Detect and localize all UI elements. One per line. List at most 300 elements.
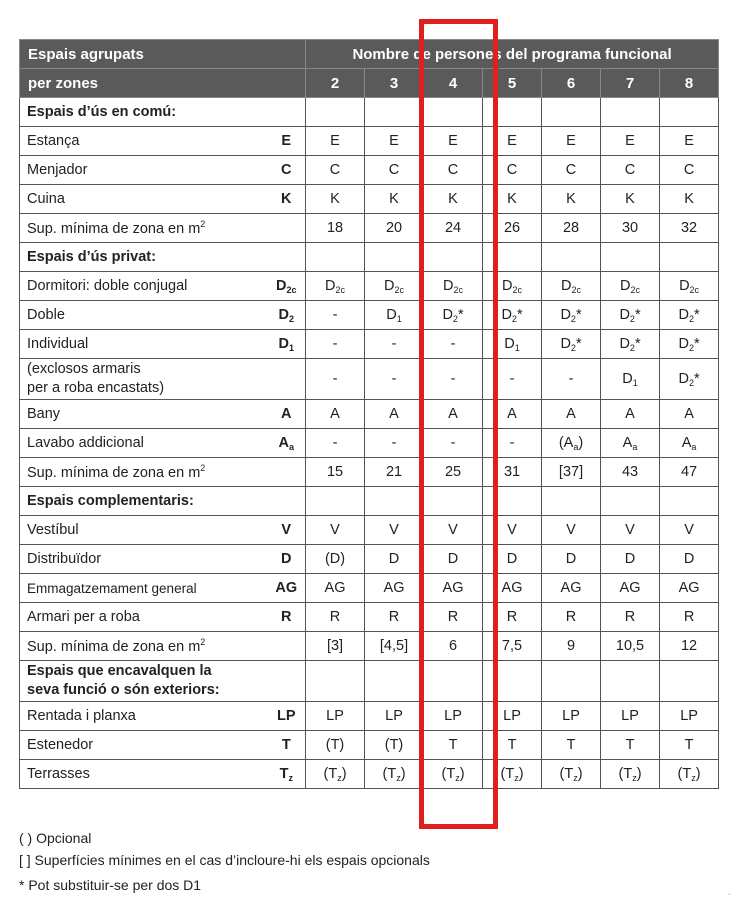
- cell-prefix: (: [441, 766, 447, 782]
- value-cell: -: [365, 429, 424, 458]
- space-name: [20, 359, 268, 400]
- value-cell: E: [365, 127, 424, 156]
- value-cell: R: [365, 603, 424, 632]
- value-cell: 26: [483, 214, 542, 243]
- space-name: [20, 429, 268, 458]
- cell-symbol: D: [619, 336, 630, 352]
- persons-col-5: 5: [483, 69, 542, 98]
- empty-cell: [306, 487, 365, 516]
- value-cell: A: [542, 400, 601, 429]
- value-cell: 21: [365, 458, 424, 487]
- persons-col-3: 3: [365, 69, 424, 98]
- space-code-subscript: 2c: [286, 285, 297, 295]
- value-cell: 47: [660, 458, 719, 487]
- value-cell: LP: [365, 702, 424, 731]
- value-cell: (D): [306, 545, 365, 574]
- value-cell: [660, 359, 719, 400]
- space-code-subscript: 2: [288, 314, 294, 324]
- value-cell: [660, 330, 719, 359]
- cell-symbol: D: [504, 336, 515, 352]
- cell-subscript: z: [691, 773, 696, 783]
- value-cell: LP: [601, 702, 660, 731]
- value-cell: [542, 429, 601, 458]
- table-row: [20, 301, 719, 330]
- table-row: [20, 574, 719, 603]
- value-cell: V: [365, 516, 424, 545]
- space-code-text: AG: [275, 580, 298, 596]
- space-name-text: Terrasses: [27, 766, 90, 782]
- cell-subscript: 2: [452, 314, 458, 324]
- space-name-text: Armari per a roba: [27, 609, 140, 625]
- cell-symbol: D: [561, 278, 572, 294]
- cell-suffix: ): [459, 766, 465, 782]
- value-cell: -: [306, 359, 365, 400]
- value-cell: C: [601, 156, 660, 185]
- space-name-text: Individual: [27, 336, 89, 352]
- space-name-text: Distribuïdor: [27, 551, 102, 567]
- cell-subscript: 2: [688, 343, 694, 353]
- value-cell: -: [424, 429, 483, 458]
- note-asterisk: * Pot substituir-se per dos D1: [19, 877, 202, 893]
- space-code: [268, 458, 306, 487]
- cell-symbol: D: [622, 371, 633, 387]
- value-cell: (T): [365, 731, 424, 760]
- space-name: [20, 185, 268, 214]
- unit-superscript: 2: [200, 463, 206, 474]
- value-cell: -: [306, 301, 365, 330]
- empty-cell: [601, 243, 660, 272]
- section-row: [20, 243, 719, 272]
- cell-prefix: (: [618, 766, 624, 782]
- value-cell: [306, 272, 365, 301]
- empty-cell: [542, 98, 601, 127]
- space-code-text: D: [278, 307, 289, 323]
- empty-cell: [542, 661, 601, 702]
- space-name: [20, 603, 268, 632]
- section-title-text: Espais d’ús privat:: [27, 249, 156, 265]
- header-label-line1: Espais agrupats: [20, 40, 306, 69]
- cell-suffix: *: [634, 336, 641, 352]
- space-code: [268, 330, 306, 359]
- value-cell: LP: [483, 702, 542, 731]
- value-cell: [424, 760, 483, 789]
- cell-prefix: (: [323, 766, 329, 782]
- section-title: [20, 243, 306, 272]
- space-name: [20, 516, 268, 545]
- cell-symbol: T: [505, 766, 515, 782]
- value-cell: -: [306, 330, 365, 359]
- table-row: [20, 156, 719, 185]
- space-code: [268, 702, 306, 731]
- value-cell: [660, 429, 719, 458]
- persons-col-4: 4: [424, 69, 483, 98]
- value-cell: 12: [660, 632, 719, 661]
- persons-col-2: 2: [306, 69, 365, 98]
- cell-suffix: *: [693, 371, 700, 387]
- cell-suffix: *: [693, 307, 700, 323]
- persons-col-8: 8: [660, 69, 719, 98]
- empty-cell: [660, 661, 719, 702]
- cell-suffix: ): [518, 766, 524, 782]
- space-name: [20, 301, 268, 330]
- space-name-text: Cuina: [27, 191, 65, 207]
- cell-symbol: D: [619, 307, 630, 323]
- cell-symbol: T: [564, 766, 574, 782]
- table-row: [20, 545, 719, 574]
- header-label-line2: per zones: [20, 69, 306, 98]
- value-cell: D: [601, 545, 660, 574]
- value-cell: AG: [306, 574, 365, 603]
- value-cell: 25: [424, 458, 483, 487]
- value-cell: LP: [306, 702, 365, 731]
- cell-suffix: *: [457, 307, 464, 323]
- space-code-text: D: [278, 336, 289, 352]
- cell-symbol: T: [328, 766, 338, 782]
- value-cell: E: [483, 127, 542, 156]
- value-cell: E: [601, 127, 660, 156]
- cell-subscript: a: [632, 442, 638, 452]
- cell-suffix: *: [516, 307, 523, 323]
- empty-cell: [424, 243, 483, 272]
- value-cell: 18: [306, 214, 365, 243]
- cell-subscript: z: [573, 773, 578, 783]
- space-name-text: Bany: [27, 406, 61, 422]
- table-row: [20, 702, 719, 731]
- space-name-text: Estança: [27, 133, 80, 149]
- empty-cell: [424, 661, 483, 702]
- cell-symbol: D: [443, 278, 454, 294]
- table-row: [20, 731, 719, 760]
- value-cell: R: [542, 603, 601, 632]
- cell-symbol: D: [678, 371, 689, 387]
- value-cell: [483, 330, 542, 359]
- space-name-text: Doble: [27, 307, 65, 323]
- cell-subscript: 2: [511, 314, 517, 324]
- table-row: [20, 127, 719, 156]
- section-title-text: Espais d’ús en comú:: [27, 104, 177, 120]
- space-name-text: Menjador: [27, 162, 88, 178]
- cell-prefix: (: [677, 766, 683, 782]
- value-cell: 32: [660, 214, 719, 243]
- space-code: [268, 400, 306, 429]
- cell-suffix: ): [578, 435, 584, 451]
- space-code: [268, 301, 306, 330]
- space-name: [20, 330, 268, 359]
- section-title-text: Espais que encavalquen la: [27, 663, 212, 679]
- value-cell: C: [306, 156, 365, 185]
- value-cell: T: [483, 731, 542, 760]
- value-cell: [601, 272, 660, 301]
- unit-superscript: 2: [200, 637, 206, 648]
- cell-subscript: 2: [570, 343, 576, 353]
- value-cell: C: [424, 156, 483, 185]
- space-code-text: C: [281, 162, 292, 178]
- space-code-text: T: [281, 737, 291, 753]
- cell-symbol: T: [446, 766, 456, 782]
- value-cell: K: [542, 185, 601, 214]
- space-code-text: E: [281, 133, 292, 149]
- space-name-text: Lavabo addicional: [27, 435, 144, 451]
- space-name: [20, 760, 268, 789]
- space-code: [268, 214, 306, 243]
- corner-mark: ´: [728, 893, 731, 902]
- value-cell: K: [660, 185, 719, 214]
- value-cell: K: [306, 185, 365, 214]
- space-name-text: Estenedor: [27, 737, 94, 753]
- cell-subscript: z: [514, 773, 519, 783]
- space-code: [268, 272, 306, 301]
- value-cell: -: [483, 359, 542, 400]
- table-row: [20, 272, 719, 301]
- cell-symbol: A: [563, 435, 574, 451]
- value-cell: 15: [306, 458, 365, 487]
- space-code-text: D: [276, 278, 287, 294]
- empty-cell: [542, 243, 601, 272]
- space-name: [20, 731, 268, 760]
- value-cell: E: [424, 127, 483, 156]
- space-code: [268, 156, 306, 185]
- persons-group-title: Nombre de persones del programa funcional: [306, 40, 719, 69]
- value-cell: -: [306, 429, 365, 458]
- empty-cell: [365, 487, 424, 516]
- value-cell: A: [601, 400, 660, 429]
- cell-symbol: A: [681, 435, 692, 451]
- cell-subscript: a: [691, 442, 697, 452]
- value-cell: [660, 272, 719, 301]
- value-cell: T: [660, 731, 719, 760]
- value-cell: LP: [542, 702, 601, 731]
- cell-symbol: D: [679, 278, 690, 294]
- cell-symbol: D: [325, 278, 336, 294]
- space-code-subscript: a: [288, 442, 294, 452]
- value-cell: 24: [424, 214, 483, 243]
- value-cell: (T): [306, 731, 365, 760]
- value-cell: T: [601, 731, 660, 760]
- value-cell: AG: [424, 574, 483, 603]
- value-cell: [365, 760, 424, 789]
- value-cell: V: [306, 516, 365, 545]
- space-name-text: (exclosos armaris: [27, 361, 141, 377]
- empty-cell: [483, 661, 542, 702]
- value-cell: [3]: [306, 632, 365, 661]
- cell-symbol: D: [502, 278, 513, 294]
- space-code: [268, 359, 306, 400]
- space-name-text-line2: per a roba encastats): [27, 380, 165, 396]
- value-cell: [660, 301, 719, 330]
- value-cell: LP: [660, 702, 719, 731]
- cell-prefix: (: [500, 766, 506, 782]
- space-name-text: Sup. mínima de zona en m: [27, 638, 201, 655]
- space-code-text: D: [281, 551, 292, 567]
- space-code-subscript: z: [288, 773, 293, 783]
- value-cell: [542, 301, 601, 330]
- space-name-text: Dormitori: doble conjugal: [27, 278, 188, 294]
- empty-cell: [306, 243, 365, 272]
- empty-cell: [660, 243, 719, 272]
- section-title-text: Espais complementaris:: [27, 493, 194, 509]
- cell-subscript: 2c: [394, 285, 405, 295]
- cell-symbol: T: [682, 766, 692, 782]
- cell-symbol: D: [384, 278, 395, 294]
- cell-subscript: 2c: [689, 285, 700, 295]
- section-row: [20, 98, 719, 127]
- cell-suffix: *: [575, 336, 582, 352]
- value-cell: [601, 301, 660, 330]
- empty-cell: [542, 487, 601, 516]
- value-cell: [424, 301, 483, 330]
- value-cell: -: [365, 330, 424, 359]
- cell-subscript: z: [396, 773, 401, 783]
- space-program-table: [19, 39, 719, 789]
- value-cell: 9: [542, 632, 601, 661]
- cell-subscript: 2c: [512, 285, 523, 295]
- value-cell: AG: [660, 574, 719, 603]
- cell-subscript: 1: [514, 343, 520, 353]
- table-row: [20, 185, 719, 214]
- value-cell: D: [424, 545, 483, 574]
- empty-cell: [424, 98, 483, 127]
- cell-subscript: z: [455, 773, 460, 783]
- table-row: [20, 359, 719, 400]
- value-cell: E: [542, 127, 601, 156]
- empty-cell: [601, 661, 660, 702]
- value-cell: -: [365, 359, 424, 400]
- value-cell: D: [542, 545, 601, 574]
- cell-symbol: D: [442, 307, 453, 323]
- cell-symbol: D: [386, 307, 397, 323]
- value-cell: [542, 330, 601, 359]
- value-cell: V: [660, 516, 719, 545]
- section-title-text-line2: seva funció o són exteriors:: [27, 682, 220, 698]
- cell-symbol: D: [678, 307, 689, 323]
- cell-subscript: 2c: [335, 285, 346, 295]
- value-cell: [4,5]: [365, 632, 424, 661]
- space-code: [268, 516, 306, 545]
- space-name: [20, 156, 268, 185]
- value-cell: [601, 760, 660, 789]
- value-cell: [365, 301, 424, 330]
- value-cell: [660, 760, 719, 789]
- space-name-text: Vestíbul: [27, 522, 79, 538]
- space-code-text: T: [279, 766, 289, 782]
- space-code: [268, 545, 306, 574]
- cell-subscript: 2: [570, 314, 576, 324]
- space-code-text: A: [281, 406, 292, 422]
- value-cell: AG: [365, 574, 424, 603]
- space-name: [20, 272, 268, 301]
- cell-subscript: z: [632, 773, 637, 783]
- unit-superscript: 2: [200, 219, 206, 230]
- cell-symbol: T: [387, 766, 397, 782]
- cell-suffix: ): [577, 766, 583, 782]
- cell-suffix: ): [695, 766, 701, 782]
- value-cell: K: [483, 185, 542, 214]
- value-cell: 6: [424, 632, 483, 661]
- cell-symbol: D: [560, 336, 571, 352]
- value-cell: 43: [601, 458, 660, 487]
- section-title: [20, 661, 306, 702]
- value-cell: 28: [542, 214, 601, 243]
- value-cell: R: [306, 603, 365, 632]
- value-cell: [542, 760, 601, 789]
- value-cell: K: [601, 185, 660, 214]
- value-cell: [37]: [542, 458, 601, 487]
- cell-prefix: (: [559, 766, 565, 782]
- space-name: [20, 574, 268, 603]
- table-row: [20, 516, 719, 545]
- value-cell: E: [660, 127, 719, 156]
- value-cell: V: [424, 516, 483, 545]
- cell-suffix: ): [400, 766, 406, 782]
- space-code-text: A: [278, 435, 289, 451]
- section-row: [20, 487, 719, 516]
- cell-symbol: D: [501, 307, 512, 323]
- value-cell: [424, 272, 483, 301]
- value-cell: R: [483, 603, 542, 632]
- value-cell: A: [365, 400, 424, 429]
- space-code-text: LP: [276, 708, 296, 724]
- cell-subscript: z: [337, 773, 342, 783]
- space-name: [20, 400, 268, 429]
- space-name: [20, 702, 268, 731]
- space-name: [20, 458, 268, 487]
- value-cell: -: [483, 429, 542, 458]
- space-code: [268, 185, 306, 214]
- empty-cell: [306, 98, 365, 127]
- table-row: [20, 760, 719, 789]
- value-cell: R: [601, 603, 660, 632]
- space-code-text: K: [281, 191, 292, 207]
- cell-suffix: *: [693, 336, 700, 352]
- value-cell: 30: [601, 214, 660, 243]
- space-code: [268, 429, 306, 458]
- empty-cell: [365, 661, 424, 702]
- empty-cell: [306, 661, 365, 702]
- space-code-subscript: 1: [288, 343, 294, 353]
- value-cell: LP: [424, 702, 483, 731]
- space-name-text: Emmagatzemament general: [27, 580, 197, 596]
- space-code: [268, 574, 306, 603]
- cell-symbol: A: [622, 435, 633, 451]
- value-cell: 10,5: [601, 632, 660, 661]
- header-row-1: [20, 40, 719, 69]
- cell-symbol: D: [678, 336, 689, 352]
- space-name: [20, 127, 268, 156]
- cell-subscript: 2: [688, 314, 694, 324]
- value-cell: K: [365, 185, 424, 214]
- space-code-text: V: [281, 522, 292, 538]
- value-cell: [306, 760, 365, 789]
- value-cell: R: [424, 603, 483, 632]
- space-name-text: Rentada i planxa: [27, 708, 136, 724]
- value-cell: C: [660, 156, 719, 185]
- value-cell: A: [424, 400, 483, 429]
- value-cell: AG: [483, 574, 542, 603]
- persons-col-7: 7: [601, 69, 660, 98]
- cell-prefix: (: [382, 766, 388, 782]
- cell-subscript: 2: [629, 314, 635, 324]
- value-cell: D: [483, 545, 542, 574]
- cell-suffix: ): [636, 766, 642, 782]
- space-code: [268, 603, 306, 632]
- empty-cell: [601, 487, 660, 516]
- table-row: [20, 214, 719, 243]
- space-code: [268, 760, 306, 789]
- value-cell: -: [424, 330, 483, 359]
- space-code: [268, 127, 306, 156]
- section-row: [20, 661, 719, 702]
- value-cell: A: [483, 400, 542, 429]
